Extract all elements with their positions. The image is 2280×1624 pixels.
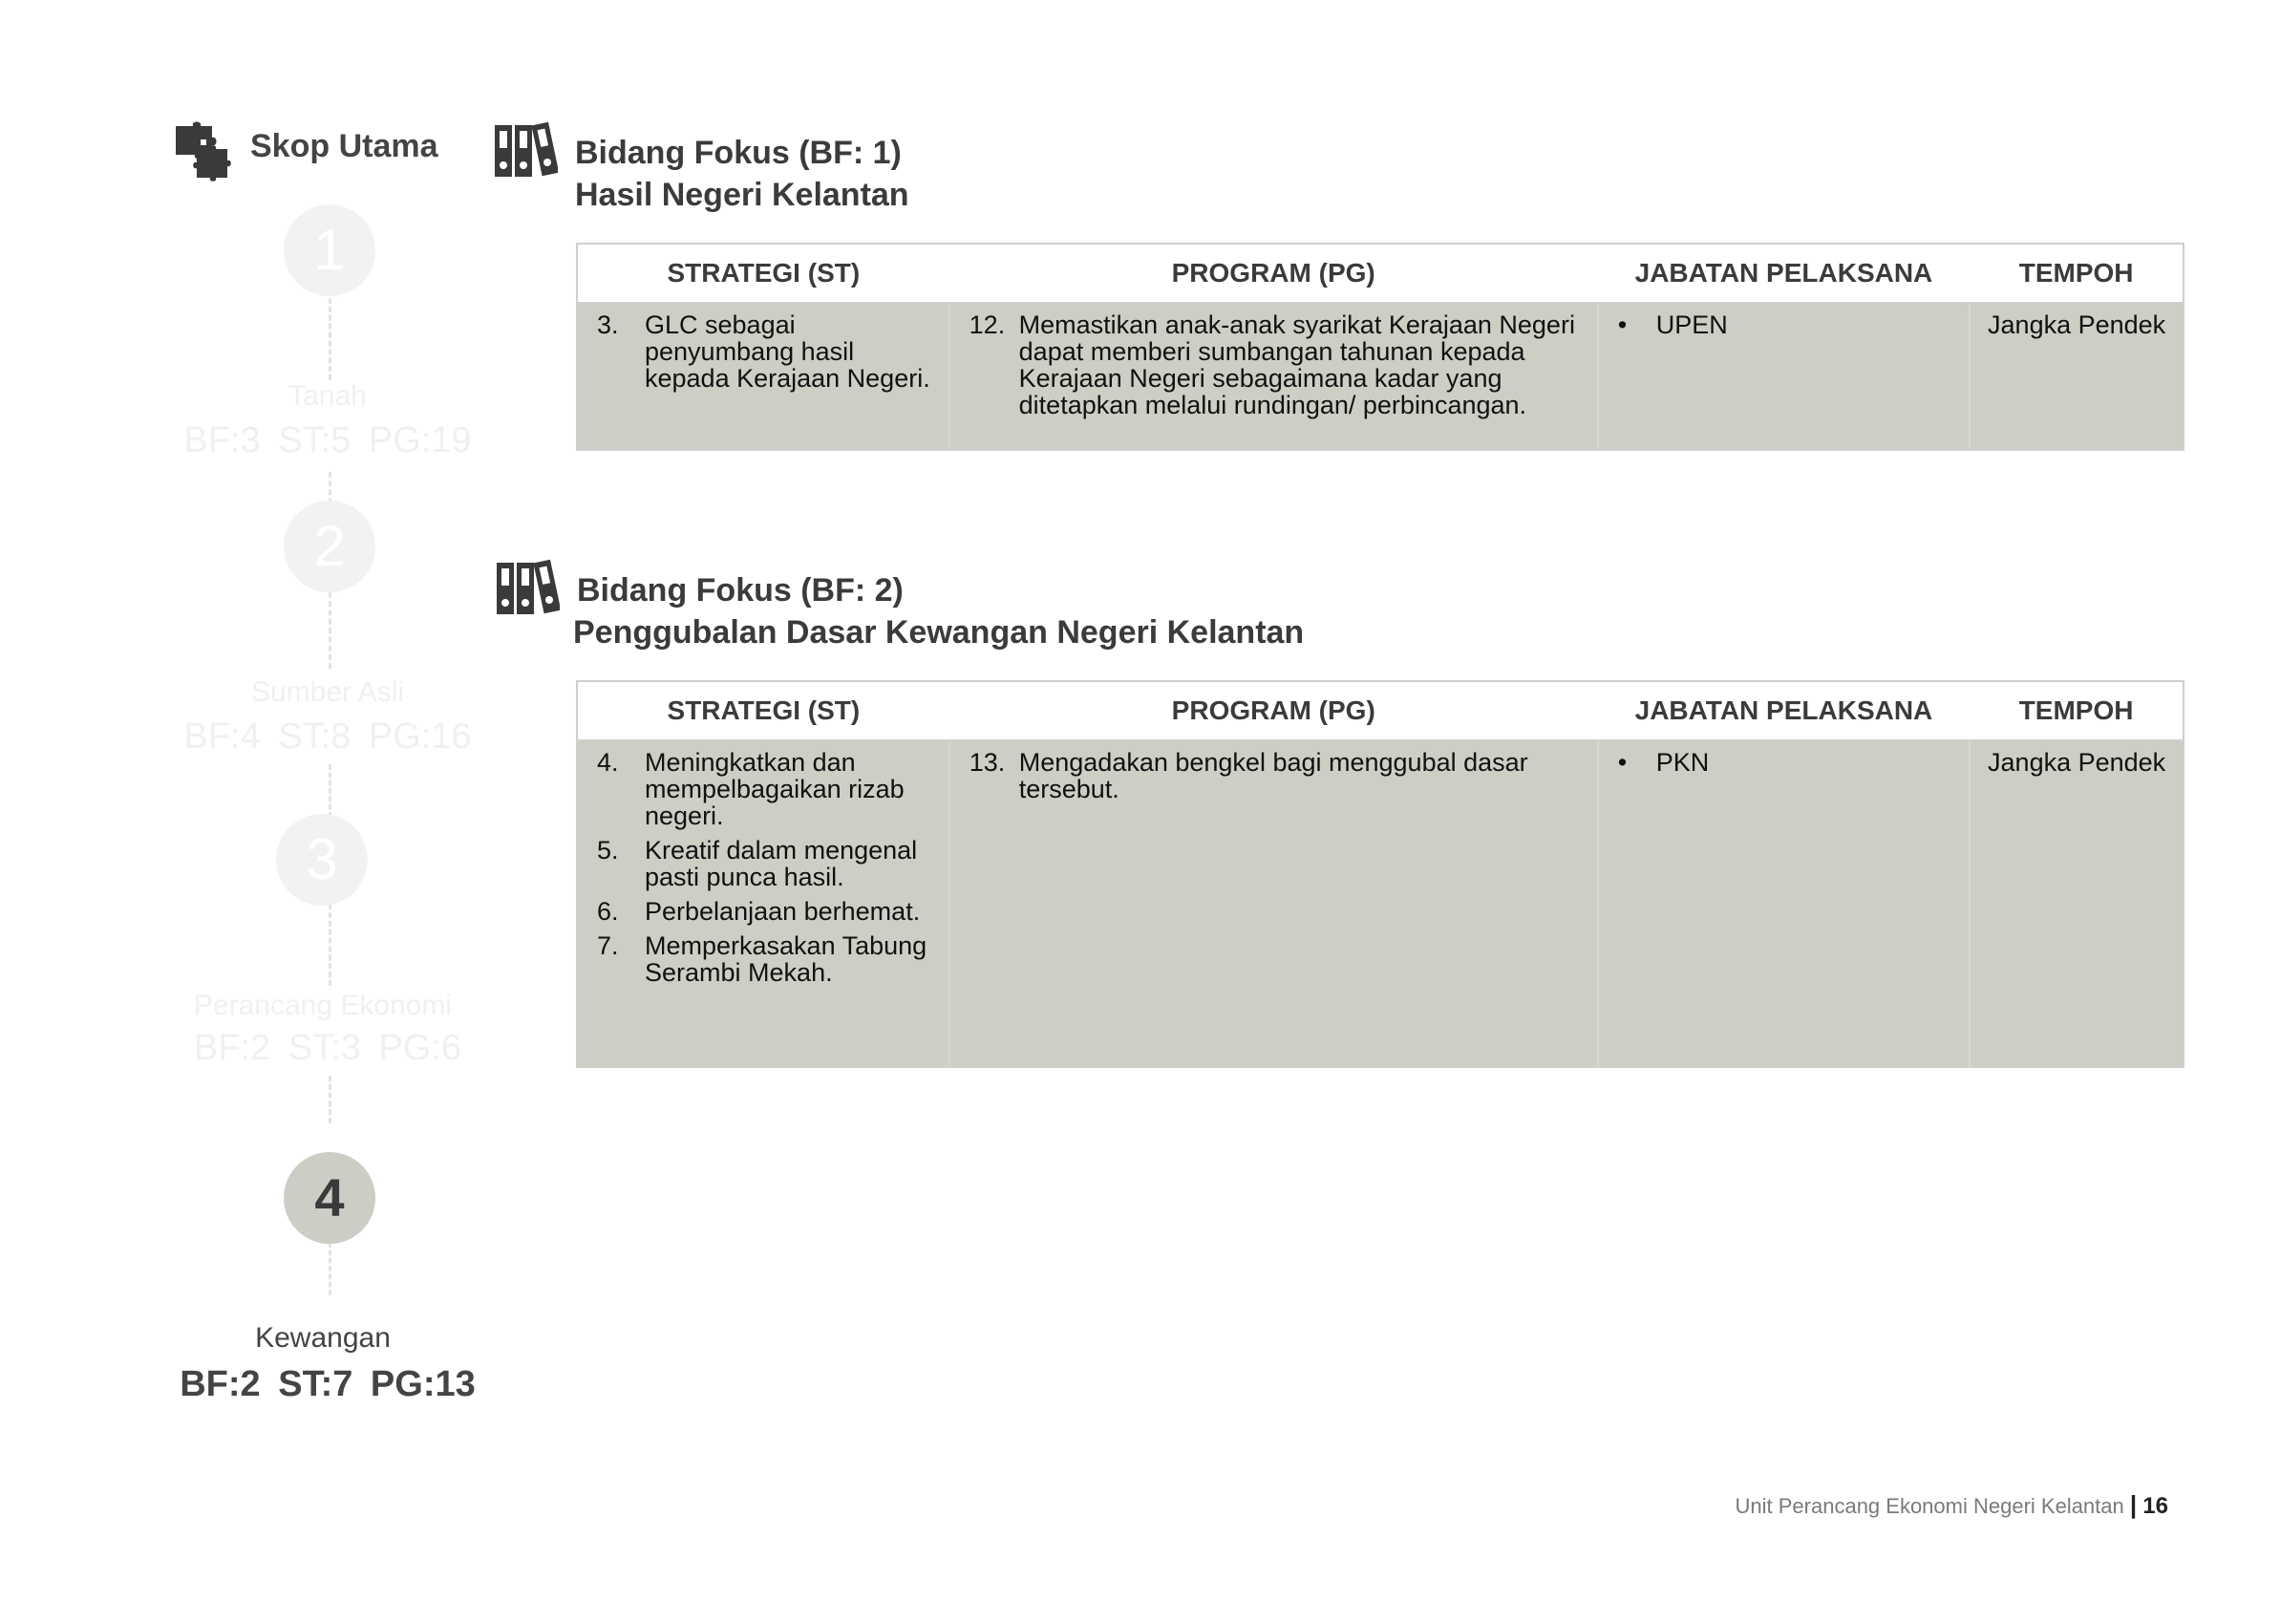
page-number: 16 [2142,1493,2168,1519]
footer-text: Unit Perancang Ekonomi Negeri Kelantan [1735,1494,2124,1518]
page-footer [1736,1490,2168,1520]
jabatan-cell [1598,303,1971,450]
header-program: PROGRAM (PG) [949,244,1598,303]
section-1-heading: Bidang Fokus (BF: 1) [575,135,902,171]
strategy-item: 4. Meningkatkan dan mempelbagaikan rizab negeri. [597,748,905,830]
header-program: PROGRAM (PG) [949,681,1598,740]
timeline-connector [329,904,331,986]
program-item: 13. Mengadakan bengkel bagi menggubal dasar tersebut. [969,748,1528,803]
strategi-cell [577,303,949,450]
step-3-stats: BF:2 ST:3 PG:6 [194,1028,461,1068]
step-2-stats: BF:4 ST:8 PG:16 [183,716,472,757]
step-2-name: Sumber Asli [250,676,405,708]
header-strategi: STRATEGI (ST) [577,244,949,303]
strategy-item: 3. GLC sebagai penyumbang hasil kepada Kerajaan Negeri. [597,310,930,393]
step-1-circle: 1 [284,204,375,296]
timeline-connector [329,764,331,818]
jabatan-cell [1598,740,1970,1067]
step-3-circle: 3 [276,814,368,906]
program-cell [949,740,1598,1067]
strategy-item: 5. Kreatif dalam mengenal pasti punca hasil. [597,836,918,891]
timeline-connector [329,1242,331,1295]
header-jabatan: JABATAN PELAKSANA [1598,244,1971,303]
header-strategi: STRATEGI (ST) [577,681,949,740]
jabatan-item: • PKN [1617,748,1710,777]
section-2-subheading: Penggubalan Dasar Kewangan Negeri Kelantan [573,614,1305,651]
tempoh-cell: Jangka Pendek [1970,303,2184,450]
binders-icon [495,559,560,618]
step-4-circle: 4 [284,1152,375,1244]
strategy-item: 7. Memperkasakan Tabung Serambi Mekah. [597,931,927,987]
step-2-circle: 2 [284,501,375,592]
section-2-table [576,680,2184,1068]
jabatan-item: • UPEN [1617,310,1728,339]
strategy-item: 6. Perbelanjaan berhemat. [597,897,921,926]
table-row [577,740,2184,1067]
step-1-stats: BF:3 ST:5 PG:19 [183,420,472,460]
section-2-heading: Bidang Fokus (BF: 2) [577,572,904,609]
step-4-stats: BF:2 ST:7 PG:13 [180,1364,476,1404]
puzzle-icon [172,120,239,183]
section-1-subheading: Hasil Negeri Kelantan [575,177,909,213]
footer-separator: | [2129,1490,2138,1519]
step-1-name: Tanah [288,380,367,412]
strategi-cell [577,740,949,1067]
tempoh-cell: Jangka Pendek [1970,740,2184,1067]
sidebar-title: Skop Utama [250,128,438,164]
binders-icon [493,121,558,181]
program-item: 12. Memastikan anak-anak syarikat Kerajaan Negeri dapat memberi sumbangan tahunan kepada Kerajaan Negeri sebagaimana kadar yang ditetapkan melalui rundingan/ perbincangan. [969,310,1575,419]
timeline-connector [329,298,331,380]
timeline-connector [329,592,331,669]
step-3-name: Perancang Ekonomi [193,990,453,1021]
header-tempoh: TEMPOH [1970,681,2184,740]
header-tempoh: TEMPOH [1970,244,2184,303]
program-cell [949,303,1598,450]
section-1-table [576,243,2184,451]
timeline-connector [329,1076,331,1123]
step-4-name: Kewangan [255,1322,391,1354]
header-jabatan: JABATAN PELAKSANA [1598,681,1970,740]
table-row [577,303,2184,450]
